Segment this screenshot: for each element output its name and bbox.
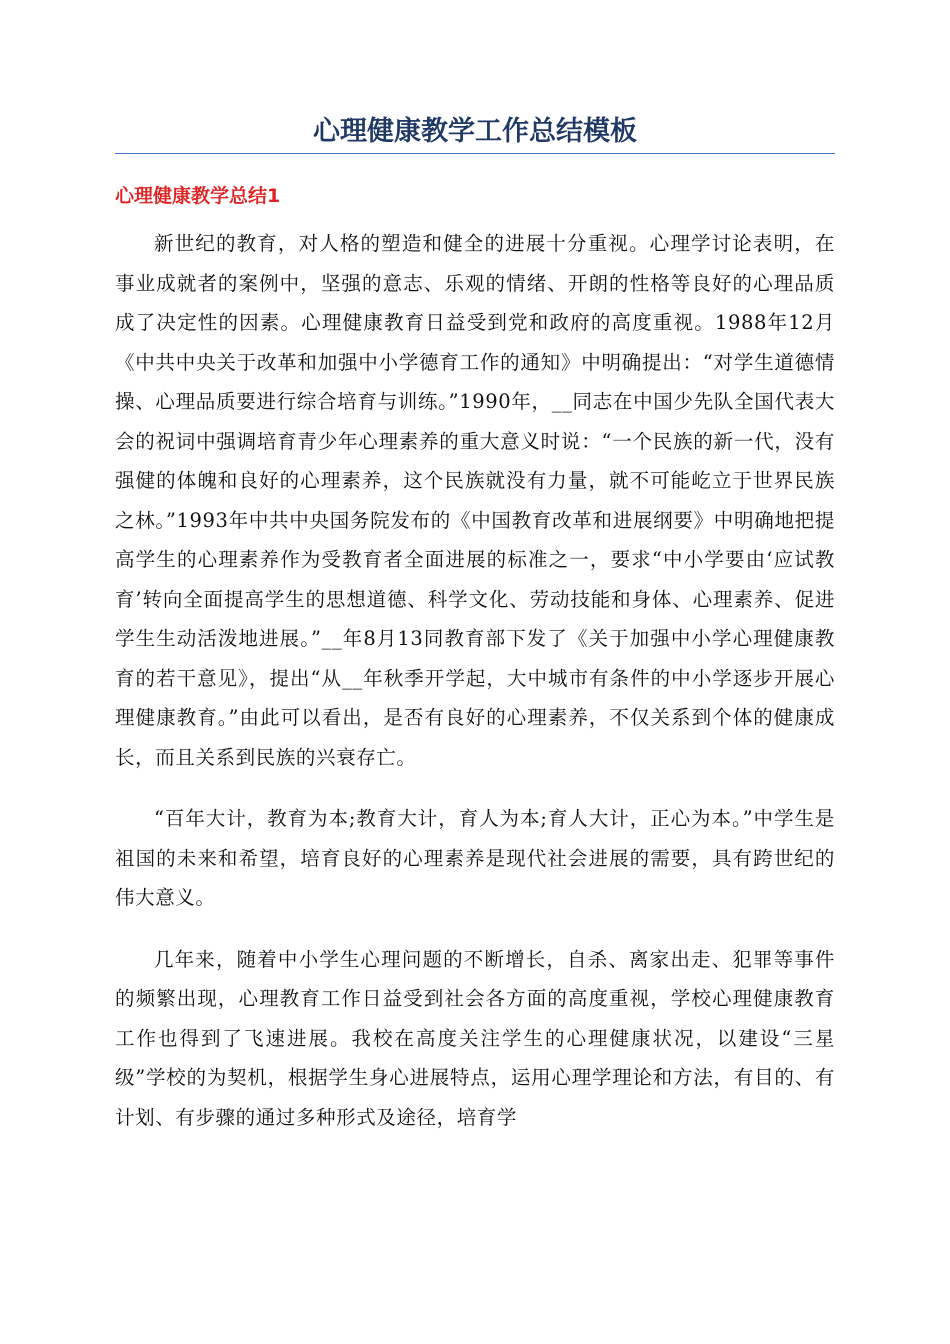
document-body xyxy=(115,224,835,1137)
title-underline-divider xyxy=(115,153,835,154)
body-paragraph-1: 新世纪的教育，对人格的塑造和健全的进展十分重视。心理学讨论表明，在事业成就者的案例中，坚强的意志、乐观的情绪、开朗的性格等良好的心理品质成了决定性的因素。心理健康教育日益受到党和政府的高度重视。1988年12月《中共中央关于改革和加强中小学德育工作的通知》中明确提出：“对学生道德情操、心理品质要进行综合培育与训练。”1990年，__同志在中国少先队全国代表大会的祝词中强调培育青少年心理素养的重大意义时说：“一个民族的新一代，没有强健的体魄和良好的心理素养，这个民族就没有力量，就不可能屹立于世界民族之林。”1993年中共中央国务院发布的《中国教育改革和进展纲要》中明确地把提高学生的心理素养作为受教育者全面进展的标准之一，要求“中小学要由‘应试教育’转向全面提高学生的思想道德、科学文化、劳动技能和身体、心理素养、促进学生生动活泼地进展。”__年8月13同教育部下发了《关于加强中小学心理健康教育的若干意见》，提出“从__年秋季开学起，大中城市有条件的中小学逐步开展心理健康教育。”由此可以看出，是否有良好的心理素养，不仅关系到个体的健康成长，而且关系到民族的兴衰存亡。 xyxy=(115,232,835,769)
body-paragraph-3: 几年来，随着中小学生心理问题的不断增长，自杀、离家出走、犯罪等事件的频繁出现，心理教育工作日益受到社会各方面的高度重视，学校心理健康教育工作也得到了飞速进展。我校在高度关注学生的心理健康状况，以建设“三星级”学校的为契机，根据学生身心进展特点，运用心理学理论和方法，有目的、有计划、有步骤的通过多种形式及途径，培育学 xyxy=(115,947,835,1129)
document-title: 心理健康教学工作总结模板 xyxy=(313,116,637,147)
section-heading: 心理健康教学总结1 xyxy=(115,185,281,207)
body-paragraph-2: “百年大计，教育为本;教育大计，育人为本;育人大计，正心为本。”中学生是祖国的未来和希望，培育良好的心理素养是现代社会进展的需要，具有跨世纪的伟大意义。 xyxy=(115,807,835,909)
